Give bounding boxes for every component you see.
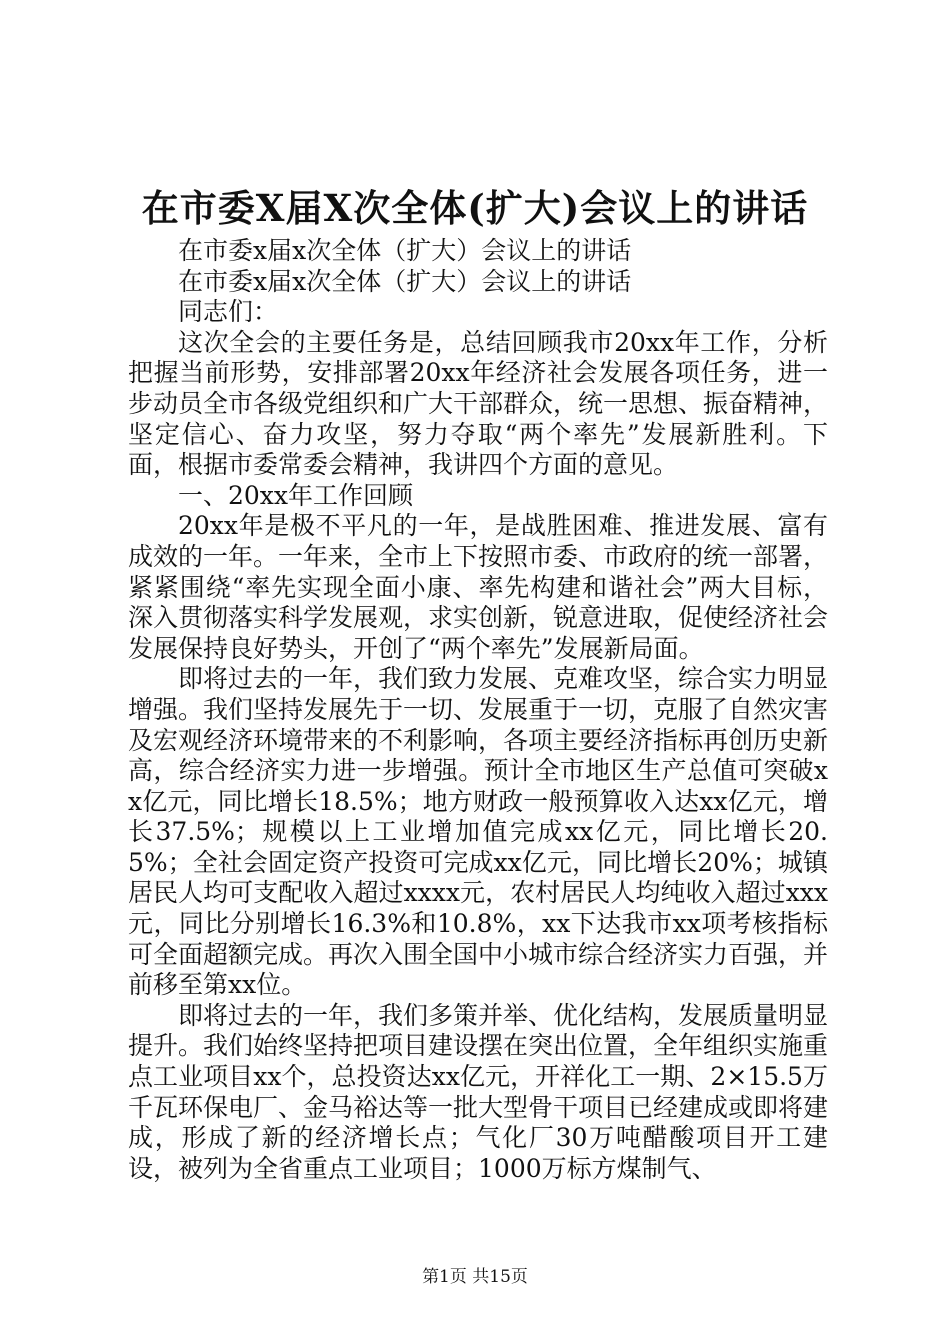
page-footer: 第1页 共15页 [422, 1267, 528, 1287]
paragraph-intro: 这次全会的主要任务是，总结回顾我市20xx年工作，分析把握当前形势，安排部署20xx年经济社会发展各项任务，进一步动员全市各级党组织和广大干部群众，统一思想、振奋精神，坚定信心、奋力攻坚，努力夺取“两个率先”发展新胜利。下面，根据市委常委会精神，我讲四个方面的意见。 [128, 327, 829, 480]
subtitle-line: 在市委x届x次全体（扩大）会议上的讲话 [178, 266, 632, 296]
document-title: 在市委X届X次全体(扩大)会议上的讲话 [141, 186, 809, 230]
salutation: 同志们： [178, 297, 279, 327]
subtitle-line: 在市委x届x次全体（扩大）会议上的讲话 [178, 236, 632, 265]
paragraph: 20xx年是极不平凡的一年，是战胜困难、推进发展、富有成效的一年。一年来，全市上下按照市委、市政府的统一部署，紧紧围绕“率先实现全面小康、率先构建和谐社会”两大目标，深入贯彻落实科学发展观，求实创新，锐意进取，促使经济社会发展保持良好势头，开创了“两个率先”发展新局面。 [128, 511, 829, 663]
paragraph: 即将过去的一年，我们致力发展、克难攻坚，综合实力明显增强。我们坚持发展先于一切、发展重于一切，克服了自然灾害及宏观经济环境带来的不利影响，各项主要经济指标再创历史新高，综合经济实力进一步增强。预计全市地区生产总值可突破xx亿元，同比增长18.5%；地方财政一般预算收入达xx亿元，增长37.5%；规模以上工业增加值完成xx亿元，同比增长20.5%；全社会固定资产投资可完成xx亿元，同比增长20%；城镇居民人均可支配收入超过xxxx元，农村居民人均纯收入超过xxx元，同比分别增长16.3%和10.8%，xx下达我市xx项考核指标可全面超额完成。再次入围全国中小城市综合经济实力百强，并前移至第xx位。 [128, 664, 829, 1000]
paragraph: 即将过去的一年，我们多策并举、优化结构，发展质量明显提升。我们始终坚持把项目建设摆在突出位置，全年组织实施重点工业项目xx个，总投资达xx亿元，开祥化工一期、2×15.5万千瓦环保电厂、金马裕达等一批大型骨干项目已经建成或即将建成，形成了新的经济增长点；气化厂30万吨醋酸项目开工建设，被列为全省重点工业项目；1000万标方煤制气、 [128, 1000, 829, 1183]
document-body [128, 236, 828, 1184]
section-heading: 一、20xx年工作回顾 [178, 480, 414, 510]
